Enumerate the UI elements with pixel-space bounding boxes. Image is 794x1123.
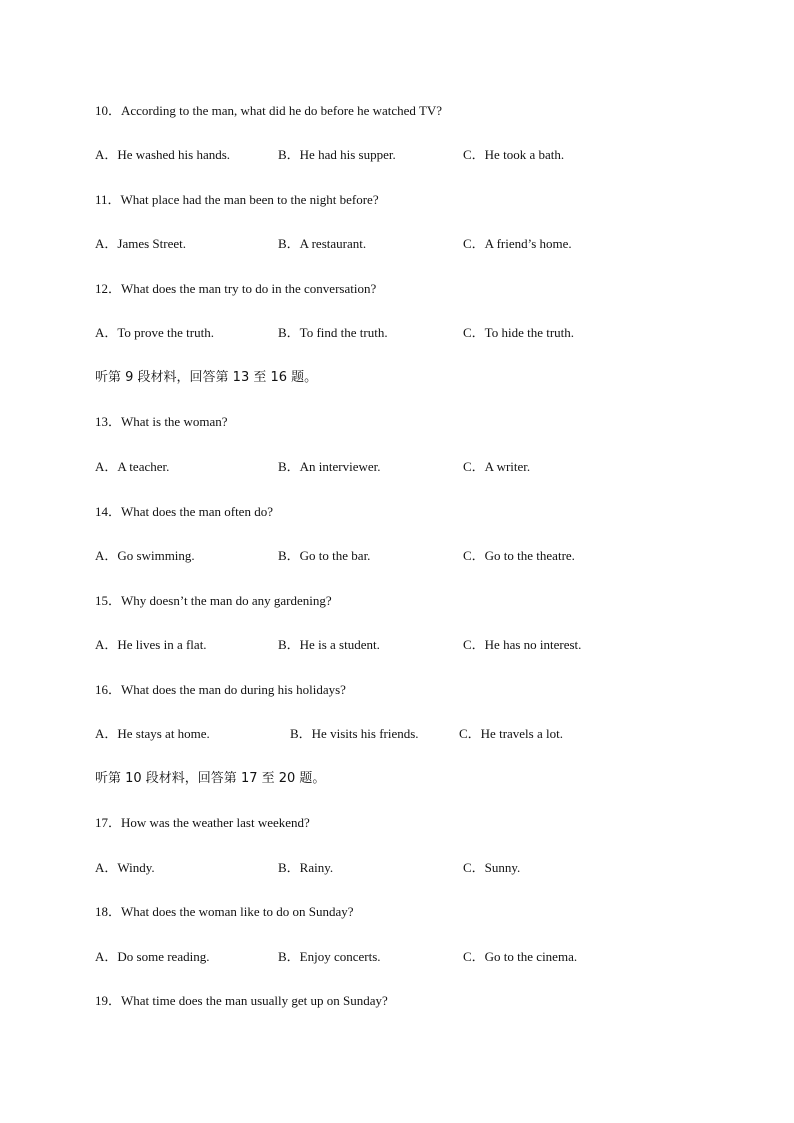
question-12: 12．What does the man try to do in the conversation? — [95, 281, 377, 296]
section-heading-10: 听第 10 段材料，回答第 17 至 20 题。 — [95, 771, 326, 786]
q13-option-a: A．A teacher. — [95, 459, 170, 474]
q14-option-b: B．Go to the bar. — [278, 548, 371, 563]
q18-option-a: A．Do some reading. — [95, 949, 210, 964]
q16-option-b: B．He visits his friends. — [290, 726, 419, 741]
q18-option-c: C．Go to the cinema. — [463, 949, 578, 964]
q15-option-c: C．He has no interest. — [463, 637, 582, 652]
q14-option-a: A．Go swimming. — [95, 548, 195, 563]
question-18: 18．What does the woman like to do on Sunday? — [95, 904, 354, 919]
question-16: 16．What does the man do during his holidays? — [95, 682, 346, 697]
question-13: 13．What is the woman? — [95, 414, 228, 429]
question-14: 14．What does the man often do? — [95, 504, 273, 519]
q16-option-a: A．He stays at home. — [95, 726, 210, 741]
q10-option-a: A．He washed his hands. — [95, 147, 231, 162]
q13-option-c: C．A writer. — [463, 459, 531, 474]
q15-option-a: A．He lives in a flat. — [95, 637, 207, 652]
q10-option-b: B．He had his supper. — [278, 147, 396, 162]
q17-option-c: C．Sunny. — [463, 860, 521, 875]
q16-option-c: C．He travels a lot. — [459, 726, 563, 741]
q13-option-b: B．An interviewer. — [278, 459, 381, 474]
q11-option-c: C．A friend’s home. — [463, 236, 572, 251]
q18-option-b: B．Enjoy concerts. — [278, 949, 381, 964]
question-19: 19．What time does the man usually get up on Sunday? — [95, 993, 388, 1008]
q11-option-b: B．A restaurant. — [278, 236, 367, 251]
q14-option-c: C．Go to the theatre. — [463, 548, 575, 563]
q17-option-a: A．Windy. — [95, 860, 155, 875]
section-heading-9: 听第 9 段材料，回答第 13 至 16 题。 — [95, 370, 318, 385]
question-10: 10．According to the man, what did he do before he watched TV? — [95, 103, 443, 118]
q10-option-c: C．He took a bath. — [463, 147, 565, 162]
q12-option-c: C．To hide the truth. — [463, 325, 575, 340]
q11-option-a: A．James Street. — [95, 236, 186, 251]
q12-option-b: B．To find the truth. — [278, 325, 388, 340]
question-17: 17．How was the weather last weekend? — [95, 815, 310, 830]
q17-option-b: B．Rainy. — [278, 860, 334, 875]
q15-option-b: B．He is a student. — [278, 637, 380, 652]
question-11: 11．What place had the man been to the night before? — [95, 192, 379, 207]
question-15: 15．Why doesn’t the man do any gardening? — [95, 593, 332, 608]
q12-option-a: A．To prove the truth. — [95, 325, 214, 340]
